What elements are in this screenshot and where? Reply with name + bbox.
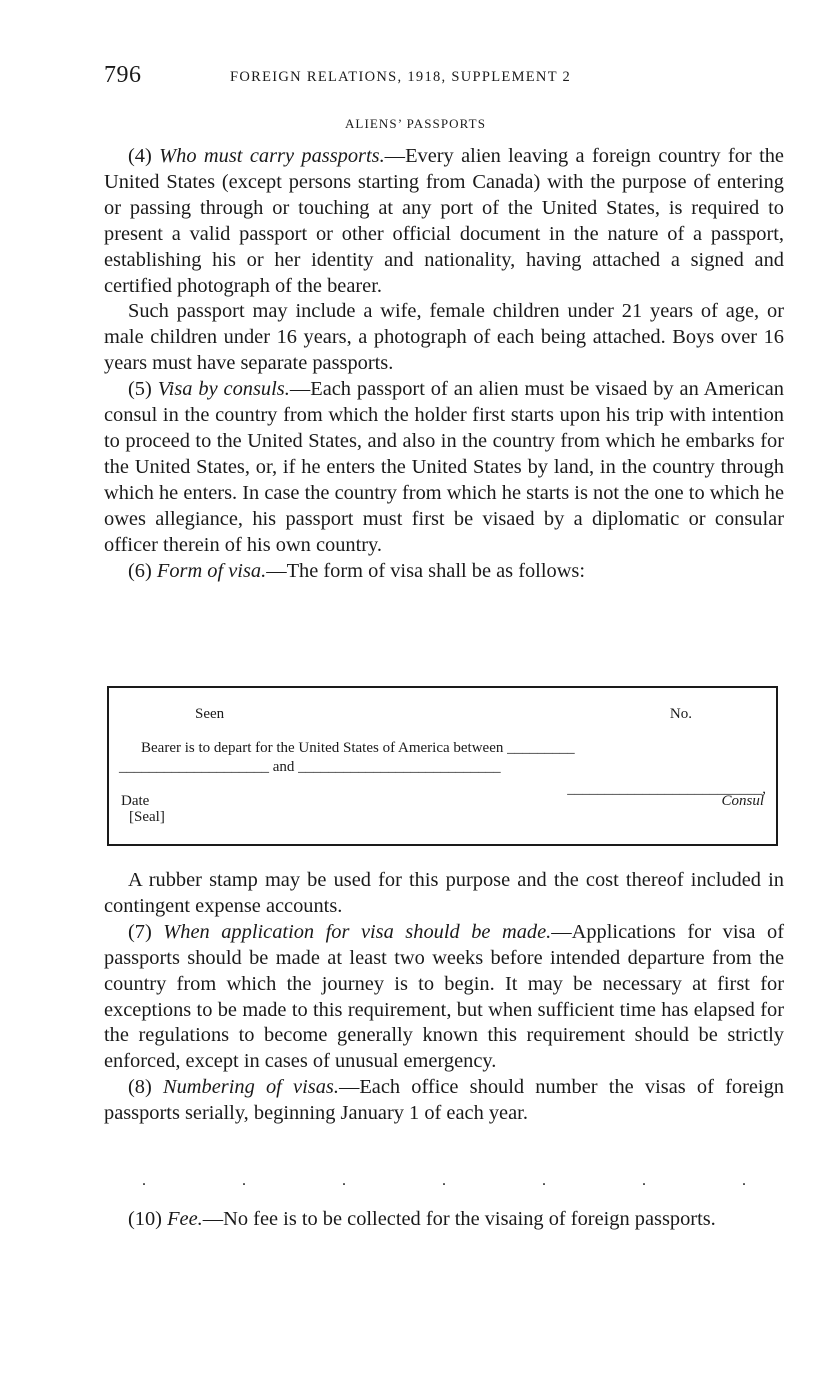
- visa-form-consul: Consul: [721, 793, 764, 809]
- paragraph-heading: Form of visa.: [156, 559, 267, 582]
- visa-form-between-line: ____________________ and ___________________________: [119, 759, 501, 775]
- section-title: ALIENS’ PASSPORTS: [344, 116, 487, 131]
- paragraph-heading: Numbering of visas.: [163, 1076, 339, 1099]
- paragraph: [104, 1075, 784, 1127]
- omission-dot: .: [142, 1172, 146, 1189]
- paragraph-heading: Visa by consuls.: [157, 378, 290, 401]
- paragraph-number: (4): [128, 145, 152, 167]
- paragraph-heading: Fee.: [167, 1208, 203, 1230]
- visa-form-bearer-line: Bearer is to depart for the United States of America between _________: [141, 740, 575, 756]
- visa-form-seen: Seen: [195, 706, 225, 722]
- paragraph: [104, 299, 784, 377]
- paragraph-body: —Every alien leaving a foreign country for the United States (except persons starting from Canada) with the purpose of entering or passing through or touching at any port of the United States, is required to present a valid passport or other official document in the nature of a passport, establishing his or her identity and nationality, having attached a signed and certified photograph of the bearer.: [104, 145, 784, 297]
- omission-dots: [142, 1172, 746, 1192]
- paragraph: [104, 559, 784, 585]
- paragraph-body: A rubber stamp may be used for this purpose and the cost thereof included in contingent expense accounts.: [104, 869, 784, 917]
- visa-form-seal: [Seal]: [129, 809, 165, 825]
- paragraph-number: (10): [128, 1208, 162, 1230]
- paragraph-number: (8): [128, 1076, 152, 1099]
- omission-dot: .: [742, 1172, 746, 1189]
- text-block-after-form: [104, 868, 784, 1127]
- paragraph: [104, 920, 784, 1075]
- paragraph-number: (6): [128, 559, 152, 582]
- paragraph-heading: When application for visa should be made.: [163, 920, 552, 943]
- paragraph: [104, 377, 784, 558]
- omission-dot: .: [242, 1172, 246, 1189]
- text-block-final: [104, 1207, 784, 1233]
- paragraph-body: —Applications for visa of passports should be made at least two weeks before intended departure from the country from which the journey is to begin. It may be necessary at first for exceptions to be made to this requirement, but when sufficient time has elapsed for the regulations to become generally known this requirement should be strictly enforced, except in cases of unusual emergency.: [104, 920, 784, 1073]
- paragraph: [104, 868, 784, 920]
- page-number: 796: [104, 62, 142, 88]
- visa-form-number: No.: [669, 706, 692, 722]
- paragraph-body: —Each passport of an alien must be visaed by an American consul in the country from which the holder first starts upon his trip with intention to proceed to the United States, and also in the country from which he embarks for the United States, or, if he enters the United States by land, in the country through which he enters. In case the country from which he starts is not the one to which he owes allegiance, his passport must first be visaed by a diplomatic or consular officer therein of his own country.: [104, 378, 784, 556]
- paragraph: [104, 1207, 784, 1233]
- omission-dot: .: [642, 1172, 646, 1189]
- paragraph-number: (5): [128, 378, 152, 401]
- paragraph-body: Such passport may include a wife, female children under 21 years of age, or male children under 16 years, a photograph of each being attached. Boys over 16 years must have separate passports.: [104, 300, 784, 375]
- paragraph-heading: Who must carry passports.: [159, 145, 385, 167]
- text-block-before-form: [104, 144, 784, 584]
- paragraph: [104, 144, 784, 299]
- omission-dot: .: [342, 1172, 346, 1189]
- omission-dot: .: [542, 1172, 546, 1189]
- visa-form-consul-signature-line: __________________________,: [567, 781, 766, 797]
- paragraph-body: —The form of visa shall be as follows:: [266, 559, 586, 582]
- visa-form-date: Date: [121, 793, 150, 809]
- page-header: [104, 62, 784, 92]
- omission-dot: .: [442, 1172, 446, 1189]
- paragraph-body: —Each office should number the visas of foreign passports serially, beginning January 1 of each year.: [104, 1076, 784, 1125]
- paragraph-number: (7): [128, 920, 152, 943]
- visa-form: [107, 686, 778, 846]
- running-head: FOREIGN RELATIONS, 1918, SUPPLEMENT 2: [230, 69, 572, 85]
- paragraph-body: —No fee is to be collected for the visaing of foreign passports.: [202, 1208, 716, 1230]
